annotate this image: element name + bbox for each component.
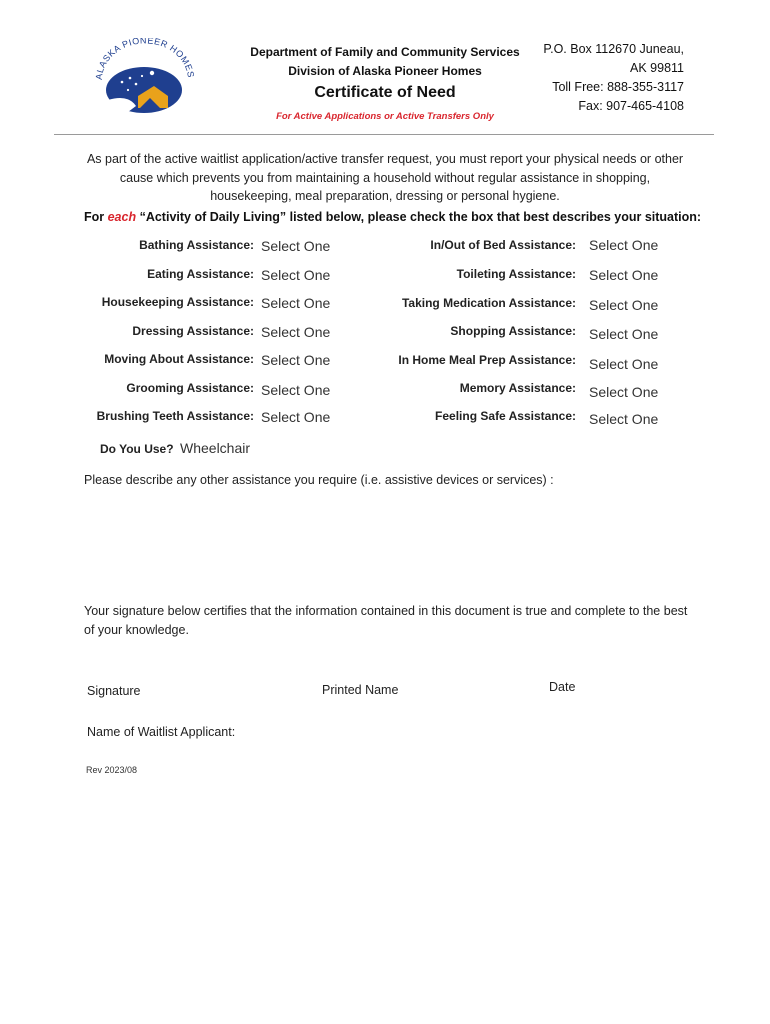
svg-text:ALASKA PIONEER HOMES: ALASKA PIONEER HOMES bbox=[93, 38, 196, 81]
activity-label-feeling-safe: Feeling Safe Assistance: bbox=[435, 409, 576, 423]
applicant-name-label: Name of Waitlist Applicant: bbox=[87, 725, 236, 739]
activity-label-brushing-teeth: Brushing Teeth Assistance: bbox=[96, 409, 254, 423]
do-you-use-select[interactable]: Wheelchair bbox=[180, 440, 251, 456]
instruction-emphasis: each bbox=[107, 210, 137, 224]
activity-select-eating[interactable]: Select One bbox=[261, 267, 331, 283]
activity-label-housekeeping: Housekeeping Assistance: bbox=[101, 295, 254, 309]
printed-name-label: Printed Name bbox=[322, 683, 399, 697]
other-assistance-field[interactable] bbox=[84, 492, 686, 592]
instruction-line bbox=[84, 210, 702, 224]
other-assistance-prompt: Please describe any other assistance you require (i.e. assistive devices or services) : bbox=[84, 473, 554, 487]
activity-select-in-home-meal-prep[interactable]: Select One bbox=[589, 356, 659, 372]
activity-label-memory: Memory Assistance: bbox=[459, 381, 576, 395]
activity-label-in-home-meal-prep: In Home Meal Prep Assistance: bbox=[398, 353, 576, 367]
activity-label-taking-medication: Taking Medication Assistance: bbox=[401, 296, 576, 310]
activity-label-shopping: Shopping Assistance: bbox=[450, 324, 576, 338]
intro-paragraph: As part of the active waitlist application/active transfer request, you must report your physical needs or other cause which prevents you from maintaining a household without regular assistance in shopping, housekeeping, meal preparation, dressing or personal hygiene. bbox=[86, 152, 684, 203]
header-divider bbox=[54, 134, 714, 135]
instruction-prefix: For bbox=[84, 210, 108, 224]
activity-label-toileting: Toileting Assistance: bbox=[456, 267, 576, 281]
division-name: Division of Alaska Pioneer Homes bbox=[288, 64, 482, 78]
activity-select-dressing[interactable]: Select One bbox=[261, 324, 331, 340]
toll-free-number: Toll Free: 888-355-3117 bbox=[552, 80, 684, 94]
activity-select-toileting[interactable]: Select One bbox=[589, 267, 659, 283]
activity-label-in-out-of-bed: In/Out of Bed Assistance: bbox=[430, 238, 576, 252]
activity-select-feeling-safe[interactable]: Select One bbox=[589, 411, 659, 427]
signature-label: Signature bbox=[87, 684, 141, 698]
alaska-pioneer-homes-logo bbox=[88, 38, 196, 114]
activity-select-bathing[interactable]: Select One bbox=[261, 238, 331, 254]
revision-label: Rev 2023/08 bbox=[86, 765, 138, 775]
page-title: Certificate of Need bbox=[314, 84, 456, 101]
do-you-use-label: Do You Use? bbox=[100, 442, 174, 456]
activity-select-shopping[interactable]: Select One bbox=[589, 326, 659, 342]
address-line-2: AK 99811 bbox=[630, 61, 684, 75]
address-line-1: P.O. Box 112670 Juneau, bbox=[543, 42, 684, 56]
activity-select-brushing-teeth[interactable]: Select One bbox=[261, 409, 331, 425]
activity-select-memory[interactable]: Select One bbox=[589, 384, 659, 400]
activity-select-housekeeping[interactable]: Select One bbox=[261, 295, 331, 311]
activity-select-grooming[interactable]: Select One bbox=[261, 382, 331, 398]
activity-label-grooming: Grooming Assistance: bbox=[126, 381, 254, 395]
fax-number: Fax: 907-465-4108 bbox=[578, 99, 684, 113]
activity-label-eating: Eating Assistance: bbox=[147, 267, 254, 281]
certification-statement: Your signature below certifies that the information contained in this document is true and complete to the best of your knowledge. bbox=[84, 604, 688, 637]
activity-label-dressing: Dressing Assistance: bbox=[132, 324, 254, 338]
activity-label-bathing: Bathing Assistance: bbox=[139, 238, 254, 252]
activity-select-in-out-of-bed[interactable]: Select One bbox=[589, 237, 659, 253]
instruction-suffix: “Activity of Daily Living” listed below, please check the box that best describes your situation: bbox=[136, 210, 702, 224]
department-name: Department of Family and Community Services bbox=[250, 45, 520, 59]
activity-select-taking-medication[interactable]: Select One bbox=[589, 297, 659, 313]
date-label: Date bbox=[549, 680, 576, 694]
activity-label-moving-about: Moving About Assistance: bbox=[104, 352, 254, 366]
activity-select-moving-about[interactable]: Select One bbox=[261, 352, 331, 368]
page-subtitle: For Active Applications or Active Transfers Only bbox=[276, 111, 494, 122]
